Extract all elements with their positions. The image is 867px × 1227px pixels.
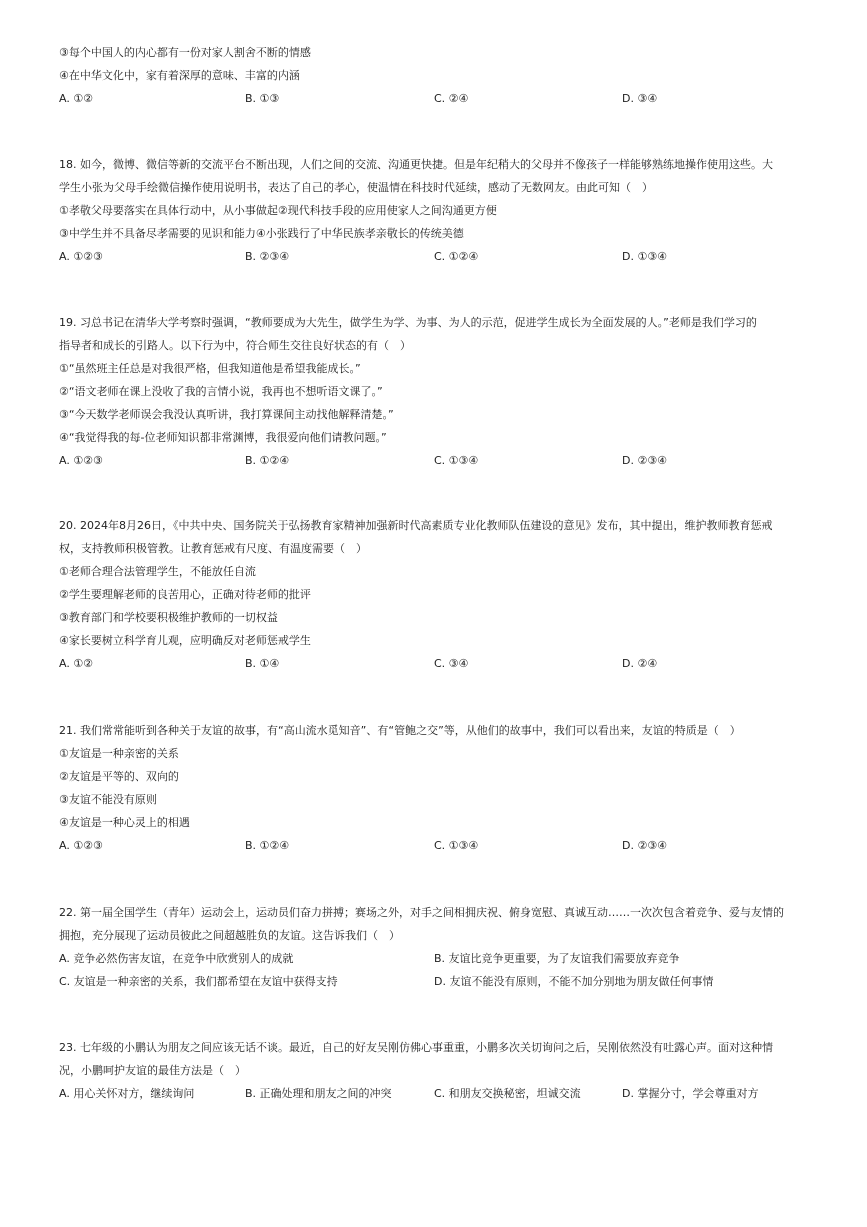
q20-option-d: D. ②④ xyxy=(622,657,658,670)
q20-stem-line-1: 20. 2024年8月26日，《中共中央、国务院关于弘扬教育家精神加强新时代高素质专业化教师队伍建设的意见》发布，其中提出，维护教师教育惩戒 xyxy=(59,519,773,532)
q23-options xyxy=(59,1086,819,1102)
q21-statement-2: ②友谊是平等的、双向的 xyxy=(59,770,179,783)
q19-option-c: C. ①③④ xyxy=(434,454,479,467)
q22-option-a: A. 竞争必然伤害友谊，在竞争中欣赏别人的成就 xyxy=(59,952,294,965)
q21-option-a: A. ①②③ xyxy=(59,839,103,852)
q20-statement-1: ①老师合理合法管理学生，不能放任自流 xyxy=(59,565,256,578)
q19-option-b: B. ①②④ xyxy=(245,454,290,467)
q20-statement-2: ②学生要理解老师的良苦用心，正确对待老师的批评 xyxy=(59,588,311,601)
q19-stem-line-1: 19. 习总书记在清华大学考察时强调，“教师要成为大先生，做学生为学、为事、为人的示范，促进学生成长为全面发展的人。”老师是我们学习的 xyxy=(59,316,757,329)
q19-statement-1: ①“虽然班主任总是对我很严格，但我知道他是希望我能成长。” xyxy=(59,362,361,375)
q18-option-d: D. ①③④ xyxy=(622,250,668,263)
q21-option-b: B. ①②④ xyxy=(245,839,290,852)
q20-statement-3: ③教育部门和学校要积极维护教师的一切权益 xyxy=(59,611,278,624)
q18-stem-line-2: 学生小张为父母手绘微信操作使用说明书，表达了自己的孝心，使温情在科技时代延续，感动了无数网友。由此可知（ ） xyxy=(59,181,653,194)
q22-options-row-2 xyxy=(59,974,819,990)
q19-options xyxy=(59,453,819,469)
q17-option-b: B. ①③ xyxy=(245,92,280,105)
q18-statements-1-2: ①孝敬父母要落实在具体行动中，从小事做起②现代科技手段的应用使家人之间沟通更方便 xyxy=(59,204,497,217)
q21-option-d: D. ②③④ xyxy=(622,839,668,852)
q22-options-row-1 xyxy=(59,951,819,967)
q17-options xyxy=(59,91,819,107)
q21-statement-3: ③友谊不能没有原则 xyxy=(59,793,157,806)
q21-stem-line-1: 21. 我们常常能听到各种关于友谊的故事，有“高山流水觅知音”、有“管鲍之交”等，从他们的故事中，我们可以看出来，友谊的特质是（ ） xyxy=(59,724,741,737)
q20-option-a: A. ①② xyxy=(59,657,94,670)
q18-options xyxy=(59,249,819,265)
q19-statement-4: ④“我觉得我的每-位老师知识都非常渊博，我很爱向他们请教问题。” xyxy=(59,431,387,444)
q23-option-b: B. 正确处理和朋友之间的冲突 xyxy=(245,1087,392,1100)
q21-statement-1: ①友谊是一种亲密的关系 xyxy=(59,747,179,760)
q23-option-a: A. 用心关怀对方，继续询问 xyxy=(59,1087,195,1100)
q18-stem-line-1: 18. 如今，微博、微信等新的交流平台不断出现，人们之间的交流、沟通更快捷。但是年纪稍大的父母并不像孩子一样能够熟练地操作使用这些。大 xyxy=(59,158,773,171)
q20-options xyxy=(59,656,819,672)
q20-statement-4: ④家长要树立科学育儿观，应明确反对老师惩戒学生 xyxy=(59,634,311,647)
q17-option-c: C. ②④ xyxy=(434,92,469,105)
q17-statement-4: ④在中华文化中，家有着深厚的意味、丰富的内涵 xyxy=(59,69,300,82)
q22-stem-line-1: 22. 第一届全国学生（青年）运动会上，运动员们奋力拼搏；赛场之外，对手之间相拥庆祝、俯身宽慰、真诚互动……一次次包含着竞争、爱与友情的 xyxy=(59,906,784,919)
q23-stem-line-2: 况，小鹏呵护友谊的最佳方法是（ ） xyxy=(59,1064,246,1077)
q22-option-d: D. 友谊不能没有原则，不能不加分别地为朋友做任何事情 xyxy=(434,975,714,988)
q21-option-c: C. ①③④ xyxy=(434,839,479,852)
q19-option-a: A. ①②③ xyxy=(59,454,103,467)
q22-stem-line-2: 拥抱，充分展现了运动员彼此之间超越胜负的友谊。这告诉我们（ ） xyxy=(59,929,400,942)
q20-option-c: C. ③④ xyxy=(434,657,469,670)
q22-option-b: B. 友谊比竞争更重要，为了友谊我们需要放弃竞争 xyxy=(434,952,680,965)
q18-statements-3-4: ③中学生并不具备尽孝需要的见识和能力④小张践行了中华民族孝亲敬长的传统美德 xyxy=(59,227,464,240)
q19-statement-2: ②“语文老师在课上没收了我的言情小说，我再也不想听语文课了。” xyxy=(59,385,383,398)
q23-stem-line-1: 23. 七年级的小鹏认为朋友之间应该无话不谈。最近，自己的好友吴刚仿佛心事重重，小鹏多次关切询问之后，吴刚依然没有吐露心声。面对这种情 xyxy=(59,1041,773,1054)
q21-statement-4: ④友谊是一种心灵上的相遇 xyxy=(59,816,190,829)
q22-option-c: C. 友谊是一种亲密的关系，我们都希望在友谊中获得支持 xyxy=(59,975,338,988)
q18-option-a: A. ①②③ xyxy=(59,250,103,263)
q17-option-d: D. ③④ xyxy=(622,92,658,105)
q18-option-b: B. ②③④ xyxy=(245,250,290,263)
q23-option-d: D. 掌握分寸，学会尊重对方 xyxy=(622,1087,759,1100)
q23-option-c: C. 和朋友交换秘密，坦诚交流 xyxy=(434,1087,581,1100)
q20-option-b: B. ①④ xyxy=(245,657,280,670)
q19-stem-line-2: 指导者和成长的引路人。以下行为中，符合师生交往良好状态的有（ ） xyxy=(59,339,411,352)
q19-statement-3: ③“今天数学老师误会我没认真听讲，我打算课间主动找他解释清楚。” xyxy=(59,408,394,421)
q17-statement-3: ③每个中国人的内心都有一份对家人割舍不断的情感 xyxy=(59,46,311,59)
q18-option-c: C. ①②④ xyxy=(434,250,479,263)
q20-stem-line-2: 权，支持教师积极管教。让教育惩戒有尺度、有温度需要（ ） xyxy=(59,542,367,555)
q17-option-a: A. ①② xyxy=(59,92,94,105)
q19-option-d: D. ②③④ xyxy=(622,454,668,467)
q21-options xyxy=(59,838,819,854)
